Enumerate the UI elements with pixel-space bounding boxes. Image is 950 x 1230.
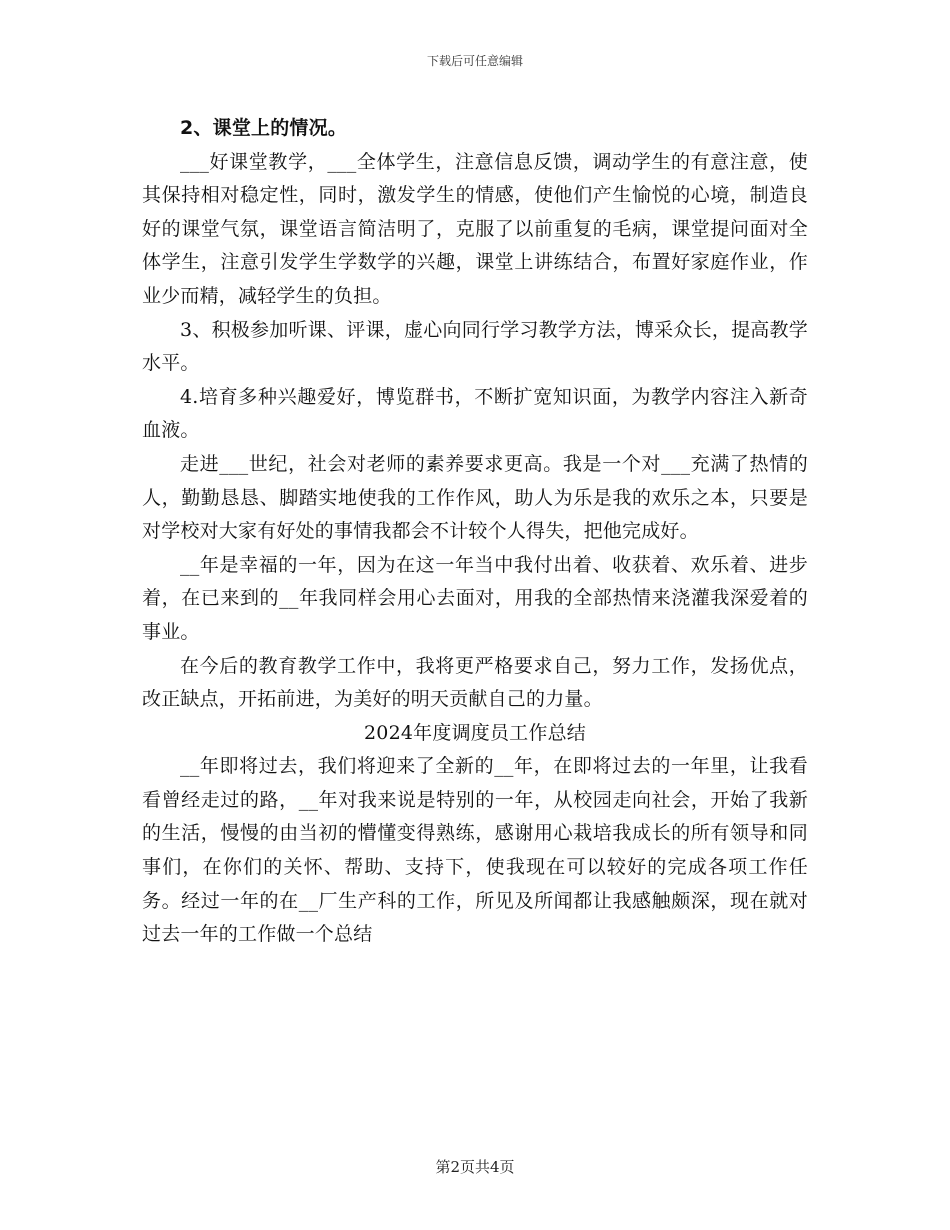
page-footer: 第2页共4页: [435, 1158, 515, 1176]
document-title: 2024年度调度员工作总结: [364, 721, 586, 744]
paragraph-future-work: 在今后的教育教学工作中，我将更严格要求自己，努力工作，发扬优点，改正缺点，开拓前进，为美好的明天贡献自己的力量。: [142, 654, 808, 711]
paragraph-dispatcher-summary: __年即将过去，我们将迎来了全新的__年，在即将过去的一年里，让我看看曾经走过的路，__年对我来说是特别的一年，从校园走向社会，开始了我新的生活，慢慢的由当初的懵懂变得熟练，感谢用心栽培我成长的所有领导和同事们，在你们的关怀、帮助、支持下，使我现在可以较好的完成各项工作任务。经过一年的在__厂生产科的工作，所见及所闻都让我感触颇深，现在就对过去一年的工作做一个总结: [142, 755, 808, 946]
section-heading-classroom: 2、课堂上的情况。: [180, 117, 348, 139]
paragraph-interests: 4.培育多种兴趣爱好，博览群书，不断扩宽知识面，为教学内容注入新奇血液。: [142, 385, 808, 442]
page-header: 下载后可任意编辑: [426, 54, 523, 68]
paragraph-lesson-observation: 3、积极参加听课、评课，虚心向同行学习教学方法，博采众长，提高教学水平。: [142, 318, 808, 375]
paragraph-classroom-teaching: ___好课堂教学，___全体学生，注意信息反馈，调动学生的有意注意，使其保持相对稳定性，同时，激发学生的情感，使他们产生愉悦的心境，制造良好的课堂气氛，课堂语言简洁明了，克服了以前重复的毛病，课堂提问面对全体学生，注意引发学生学数学的兴趣，课堂上讲练结合，布置好家庭作业，作业少而精，减轻学生的负担。: [142, 150, 808, 307]
document-body: [142, 112, 808, 952]
paragraph-happy-year: __年是幸福的一年，因为在这一年当中我付出着、收获着、欢乐着、进步着，在已来到的__年我同样会用心去面对，用我的全部热情来浇灌我深爱着的事业。: [142, 553, 808, 643]
paragraph-new-century: 走进___世纪，社会对老师的素养要求更高。我是一个对___充满了热情的人，勤勤恳恳、脚踏实地使我的工作作风，助人为乐是我的欢乐之本，只要是对学校对大家有好处的事情我都会不计较个人得失，把他完成好。: [142, 452, 808, 543]
